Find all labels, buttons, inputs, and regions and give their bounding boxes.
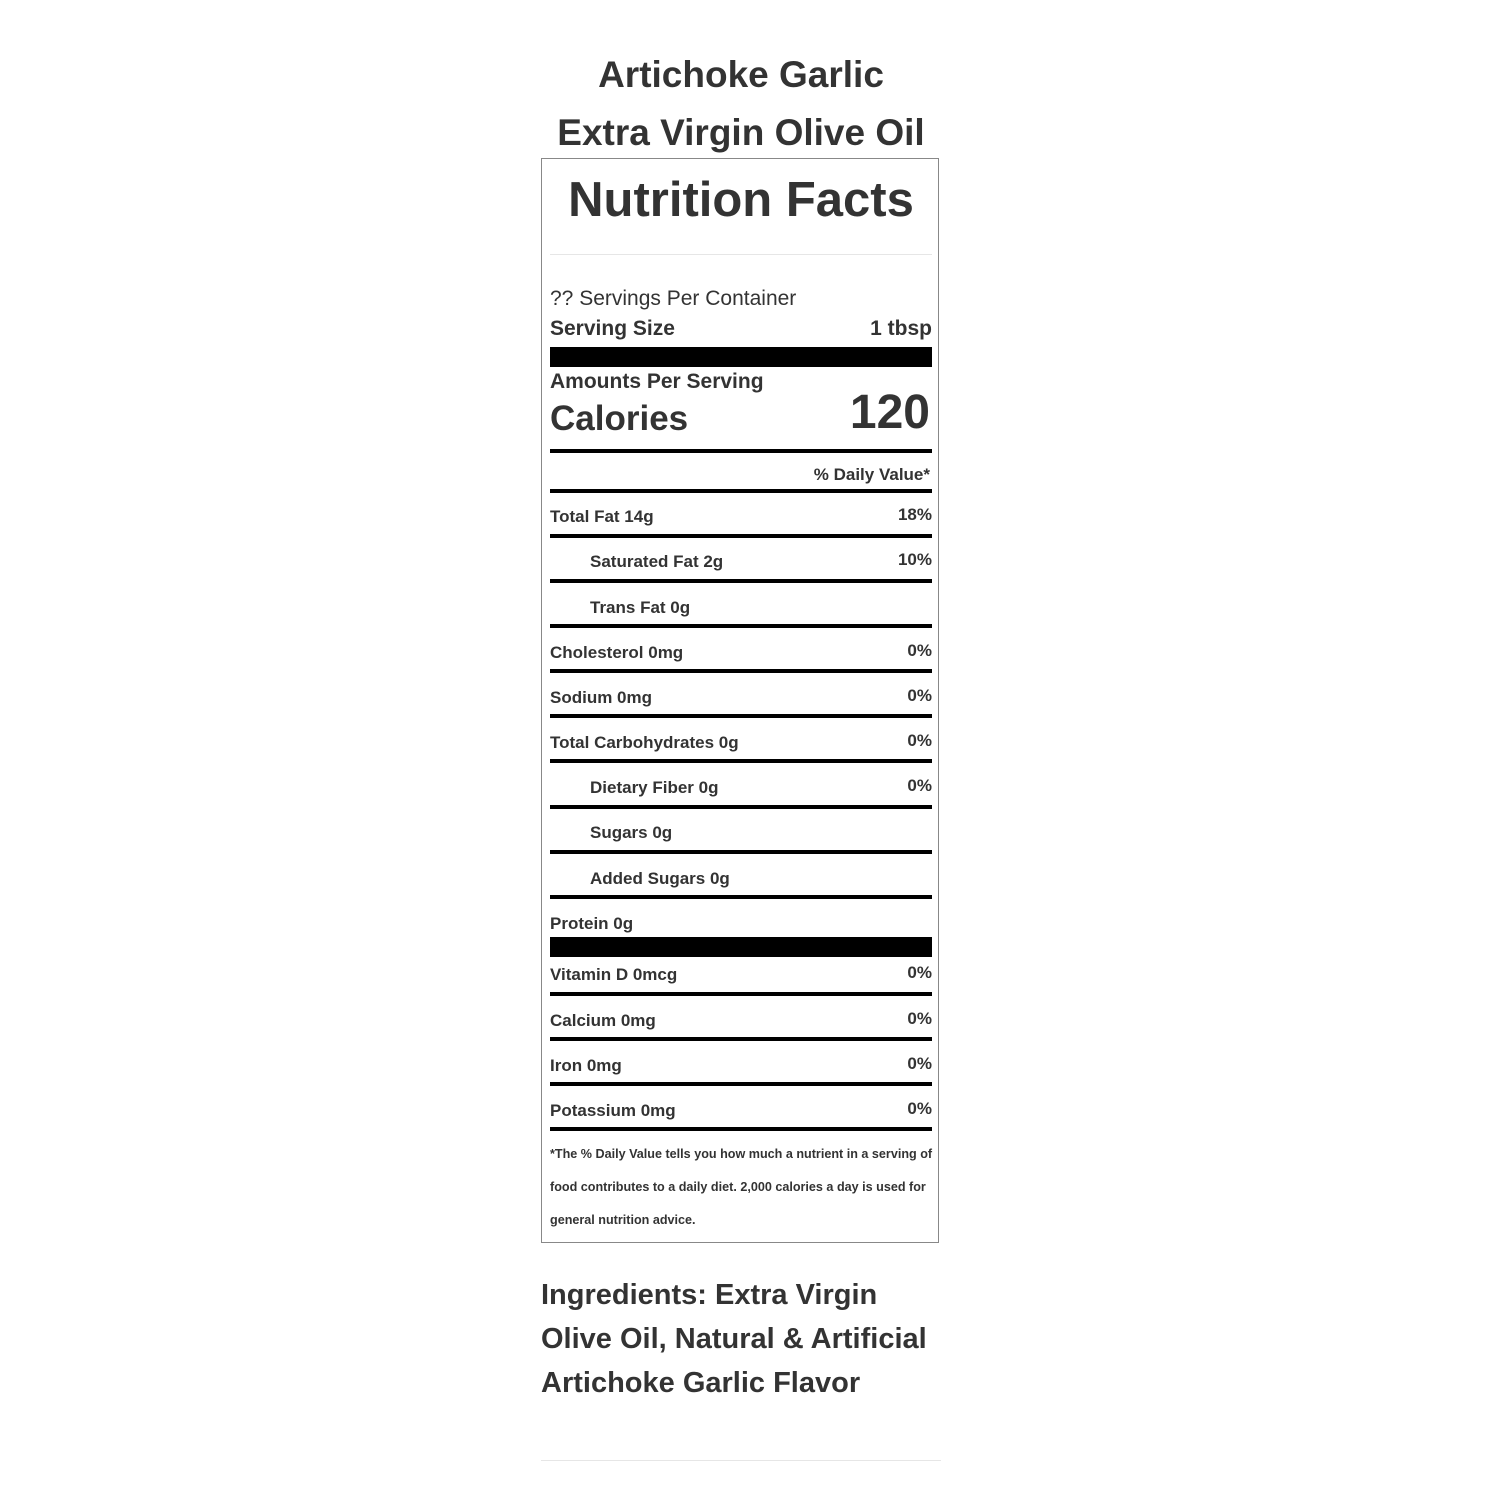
divider xyxy=(550,992,932,996)
nutrient-daily-value: 10% xyxy=(897,550,932,569)
vitamin-row-calcium xyxy=(550,997,932,1037)
nutrient-name: Sodium 0mg xyxy=(550,688,653,707)
nutrition-facts-heading: Nutrition Facts xyxy=(568,173,914,227)
divider xyxy=(550,1082,932,1086)
nutrient-name: Calcium 0mg xyxy=(550,1011,656,1030)
nutrient-name: Total Fat 14g xyxy=(550,507,654,526)
amounts-per-serving: Amounts Per Serving xyxy=(550,370,764,393)
nutrient-name: Protein 0g xyxy=(550,914,634,933)
nutrient-name: Cholesterol 0mg xyxy=(550,643,684,662)
nutrient-name: Total Carbohydrates 0g xyxy=(550,733,739,752)
nutrient-name: Added Sugars 0g xyxy=(590,869,730,888)
nutrient-row-total-fat xyxy=(550,493,932,533)
nutrient-row-trans-fat xyxy=(550,584,932,624)
nutrient-name: Potassium 0mg xyxy=(550,1101,676,1120)
divider xyxy=(550,759,932,763)
divider xyxy=(550,624,932,628)
nutrient-daily-value: 0% xyxy=(907,1009,932,1028)
serving-size-label: Serving Size xyxy=(550,317,675,340)
product-title xyxy=(541,46,941,162)
divider xyxy=(550,895,932,899)
nutrient-row-cholesterol xyxy=(550,629,932,669)
bottom-divider xyxy=(541,1460,941,1461)
divider xyxy=(550,254,932,255)
ingredients-line-2: Olive Oil, Natural & Artificial xyxy=(541,1323,927,1355)
daily-value-footnote: *The % Daily Value tells you how much a nutrient in a serving of food contributes to a daily diet. 2,000 calories a day is used for general nutrition advice. xyxy=(550,1147,933,1227)
divider xyxy=(550,1037,932,1041)
nutrient-name: Iron 0mg xyxy=(550,1056,622,1075)
daily-value-header: % Daily Value* xyxy=(813,465,930,484)
ingredients-line-1: Ingredients: Extra Virgin xyxy=(541,1279,878,1311)
serving-size-row xyxy=(550,317,932,341)
vitamin-row-iron xyxy=(550,1042,932,1082)
divider xyxy=(550,669,932,673)
nutrient-row-added-sugars xyxy=(550,855,932,895)
servings-per-container: ?? Servings Per Container xyxy=(550,287,797,310)
nutrient-name: Trans Fat 0g xyxy=(590,598,691,617)
divider xyxy=(550,714,932,718)
calories-label: Calories xyxy=(550,399,689,438)
calories-value: 120 xyxy=(849,386,930,439)
ingredients-line-3: Artichoke Garlic Flavor xyxy=(541,1367,861,1399)
nutrient-daily-value: 18% xyxy=(897,505,932,524)
nutrient-daily-value: 0% xyxy=(907,731,932,750)
nutrient-row-sugars xyxy=(550,809,932,849)
nutrient-row-saturated-fat xyxy=(550,538,932,578)
nutrient-row-total-carbohydrates xyxy=(550,719,932,759)
nutrient-daily-value: 0% xyxy=(907,776,932,795)
nutrient-name: Vitamin D 0mcg xyxy=(550,965,678,984)
nutrient-daily-value: 0% xyxy=(907,686,932,705)
vitamin-row-vitamin-d xyxy=(550,951,932,991)
nutrient-daily-value: 0% xyxy=(907,963,932,982)
vitamin-row-potassium xyxy=(550,1087,932,1127)
nutrient-daily-value: 0% xyxy=(907,641,932,660)
nutrient-row-dietary-fiber xyxy=(550,764,932,804)
divider xyxy=(550,449,932,453)
product-title-line-2: Extra Virgin Olive Oil xyxy=(557,112,925,153)
serving-size-value: 1 tbsp xyxy=(870,317,932,340)
product-title-line-1: Artichoke Garlic xyxy=(598,54,884,95)
nutrient-row-sodium xyxy=(550,674,932,714)
divider xyxy=(550,579,932,583)
nutrition-facts-label xyxy=(541,158,939,1243)
divider xyxy=(550,1127,932,1131)
ingredients-statement xyxy=(541,1273,941,1405)
nutrient-daily-value: 0% xyxy=(907,1099,932,1118)
nutrient-name: Saturated Fat 2g xyxy=(590,552,724,571)
nutrient-row-protein xyxy=(550,900,932,940)
nutrient-name: Dietary Fiber 0g xyxy=(590,778,719,797)
nutrient-daily-value: 0% xyxy=(907,1054,932,1073)
thick-divider xyxy=(550,347,932,367)
divider xyxy=(550,850,932,854)
nutrient-name: Sugars 0g xyxy=(590,823,673,842)
